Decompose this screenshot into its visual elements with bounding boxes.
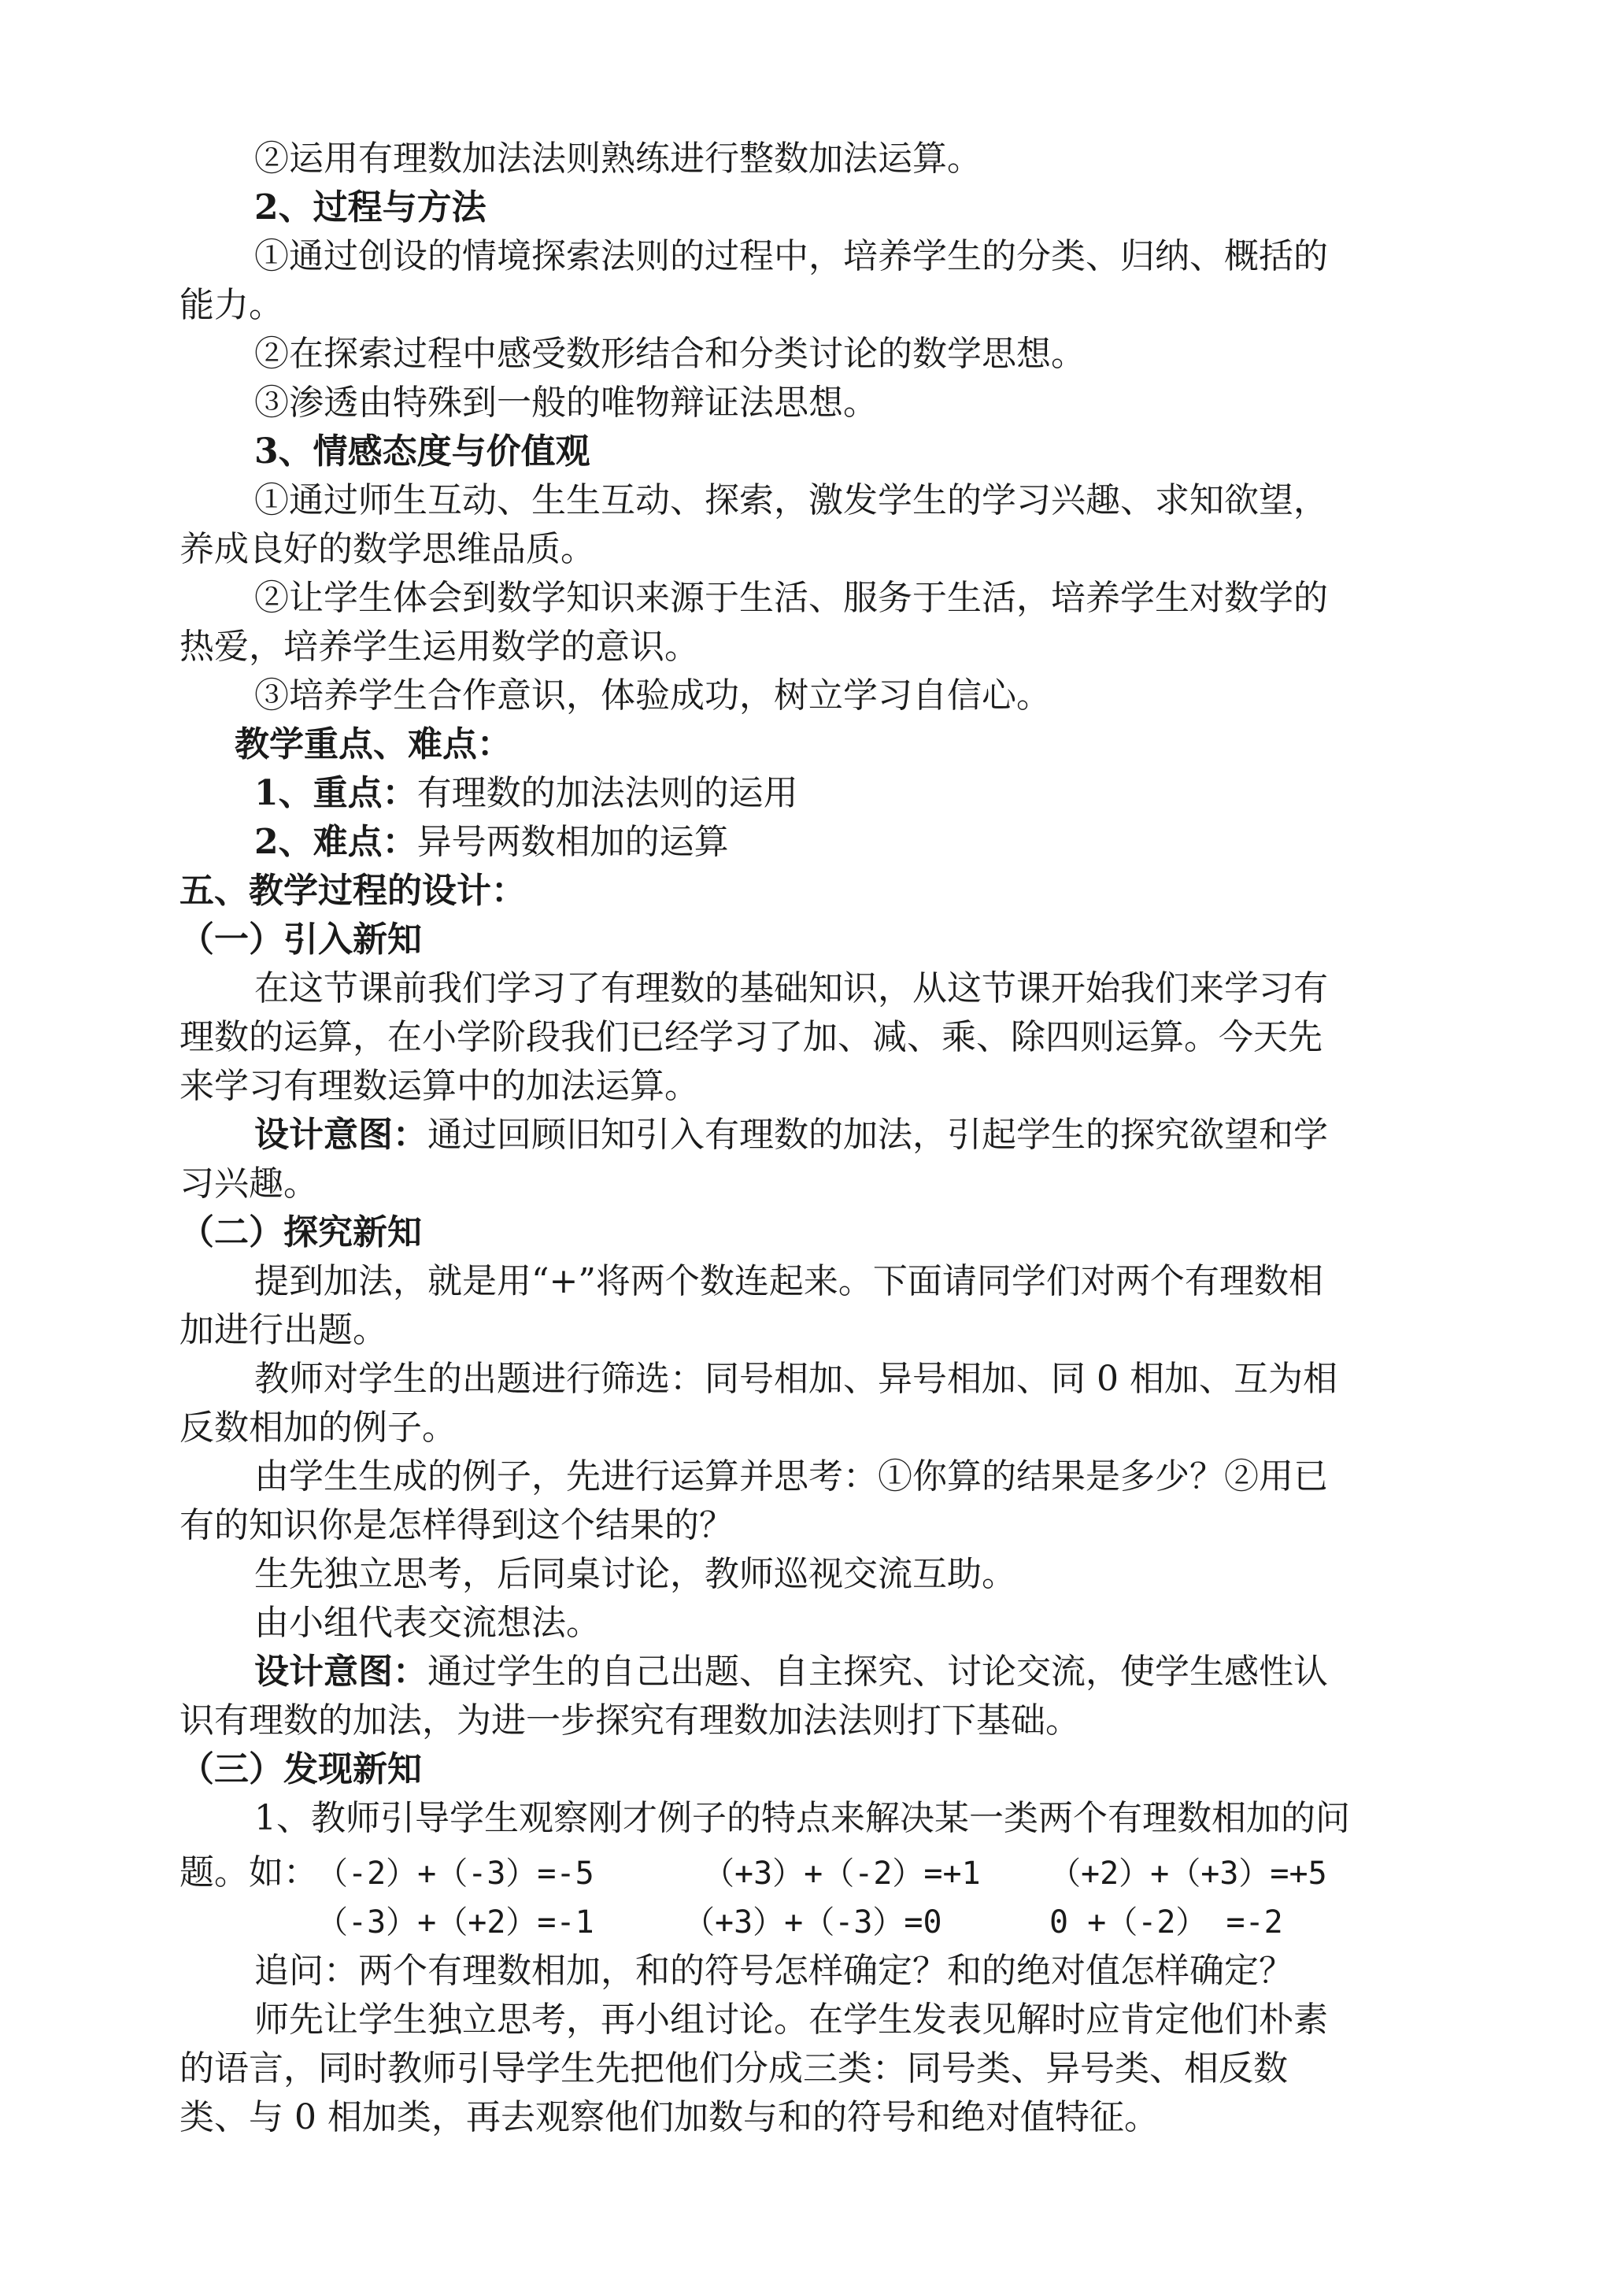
part-2-heading: （二）探究新知 (179, 1212, 422, 1252)
part-3-para-2-line-2: 的语言，同时教师引导学生先把他们分成三类：同号类、异号类、相反数 (179, 2048, 1288, 2089)
part-2-para-1-line-1: 提到加法，就是用“+”将两个数连起来。下面请同学们对两个有理数相 (254, 1261, 1323, 1301)
example-equation-4: （-3）+（+2）=-1 (316, 1904, 594, 1941)
key-point-line (254, 773, 798, 813)
part-2-para-2-line-1: 教师对学生的出题进行筛选：同号相加、异号相加、同 0 相加、互为相 (254, 1359, 1337, 1399)
example-equation-3: （+2）+（+3）=+5 (1049, 1856, 1327, 1892)
attitude-item-1-line-1: ①通过师生互动、生生互动、探索，激发学生的学习兴趣、求知欲望， (254, 480, 1328, 520)
objective-item-2: ②运用有理数加法法则熟练进行整数加法运算。 (254, 139, 982, 179)
design-intent-label: 设计意图： (254, 1652, 427, 1692)
part-3-heading: （三）发现新知 (179, 1749, 422, 1789)
process-item-3: ③渗透由特殊到一般的唯物辩证法思想。 (254, 383, 878, 423)
part-3-para-1-line-1: 1、教师引导学生观察刚才例子的特点来解决某一类两个有理数相加的问 (254, 1798, 1350, 1838)
example-equation-2: （+3）+（-2）=+1 (703, 1856, 981, 1892)
subheading-attitude-values: 3、情感态度与价值观 (254, 431, 590, 472)
process-item-1-line-1: ①通过创设的情境探索法则的过程中，培养学生的分类、归纳、概括的 (254, 236, 1328, 276)
design-intent-text: 通过学生的自己出题、自主探究、讨论交流，使学生感性认 (427, 1652, 1328, 1692)
heading-key-points: 教学重点、难点： (235, 724, 512, 764)
design-intent-label: 设计意图： (254, 1115, 427, 1155)
design-intent-2-line-1 (254, 1652, 1328, 1692)
design-intent-1-line-1 (254, 1115, 1328, 1155)
part-1-para-line-2: 理数的运算，在小学阶段我们已经学习了加、减、乘、除四则运算。今天先 (179, 1017, 1323, 1057)
part-2-para-2-line-2: 反数相加的例子。 (179, 1408, 457, 1448)
part-2-para-3-line-1: 由学生生成的例子，先进行运算并思考：①你算的结果是多少？②用已 (254, 1456, 1328, 1497)
part-3-para-2-line-1: 师先让学生独立思考，再小组讨论。在学生发表见解时应肯定他们朴素 (254, 2000, 1328, 2040)
part-2-para-3-line-2: 有的知识你是怎样得到这个结果的？ (179, 1505, 734, 1545)
design-intent-2-line-2: 识有理数的加法，为进一步探究有理数加法法则打下基础。 (179, 1700, 1080, 1741)
example-equation-6: 0 +（-2） =-2 (1049, 1904, 1283, 1941)
attitude-item-1-line-2: 养成良好的数学思维品质。 (179, 529, 595, 569)
difficult-point-text: 异号两数相加的运算 (416, 822, 729, 862)
attitude-item-2-line-2: 热爱，培养学生运用数学的意识。 (179, 627, 699, 667)
attitude-item-3: ③培养学生合作意识，体验成功，树立学习自信心。 (254, 675, 1051, 716)
part-1-para-line-3: 来学习有理数运算中的加法运算。 (179, 1066, 699, 1106)
follow-up-question: 追问：两个有理数相加，和的符号怎样确定？和的绝对值怎样确定？ (254, 1951, 1293, 1991)
process-item-1-line-2: 能力。 (179, 285, 283, 325)
part-2-para-5: 由小组代表交流想法。 (254, 1603, 601, 1643)
part-1-para-line-1: 在这节课前我们学习了有理数的基础知识，从这节课开始我们来学习有 (254, 968, 1328, 1008)
subheading-process-method: 2、过程与方法 (254, 187, 486, 228)
example-equation-1: （-2）+（-3）=-5 (316, 1856, 594, 1892)
key-point-label: 1、重点： (254, 773, 417, 813)
difficult-point-line (254, 822, 729, 862)
process-item-2: ②在探索过程中感受数形结合和分类讨论的数学思想。 (254, 334, 1086, 374)
key-point-text: 有理数的加法法则的运用 (416, 773, 798, 813)
part-2-para-1-line-2: 加进行出题。 (179, 1310, 387, 1350)
part-3-para-1-line-2: 题。如： (179, 1852, 318, 1893)
design-intent-1-line-2: 习兴趣。 (179, 1164, 318, 1204)
attitude-item-2-line-1: ②让学生体会到数学知识来源于生活、服务于生活，培养学生对数学的 (254, 578, 1328, 618)
part-2-para-4: 生先独立思考，后同桌讨论，教师巡视交流互助。 (254, 1554, 1016, 1594)
section-5-heading: 五、教学过程的设计： (179, 871, 526, 911)
part-3-para-2-line-3: 类、与 0 相加类，再去观察他们加数与和的符号和绝对值特征。 (179, 2097, 1159, 2137)
design-intent-text: 通过回顾旧知引入有理数的加法，引起学生的探究欲望和学 (427, 1115, 1328, 1155)
example-equation-5: （+3）+（-3）=0 (683, 1904, 942, 1941)
part-1-heading: （一）引入新知 (179, 919, 422, 960)
difficult-point-label: 2、难点： (254, 822, 417, 862)
